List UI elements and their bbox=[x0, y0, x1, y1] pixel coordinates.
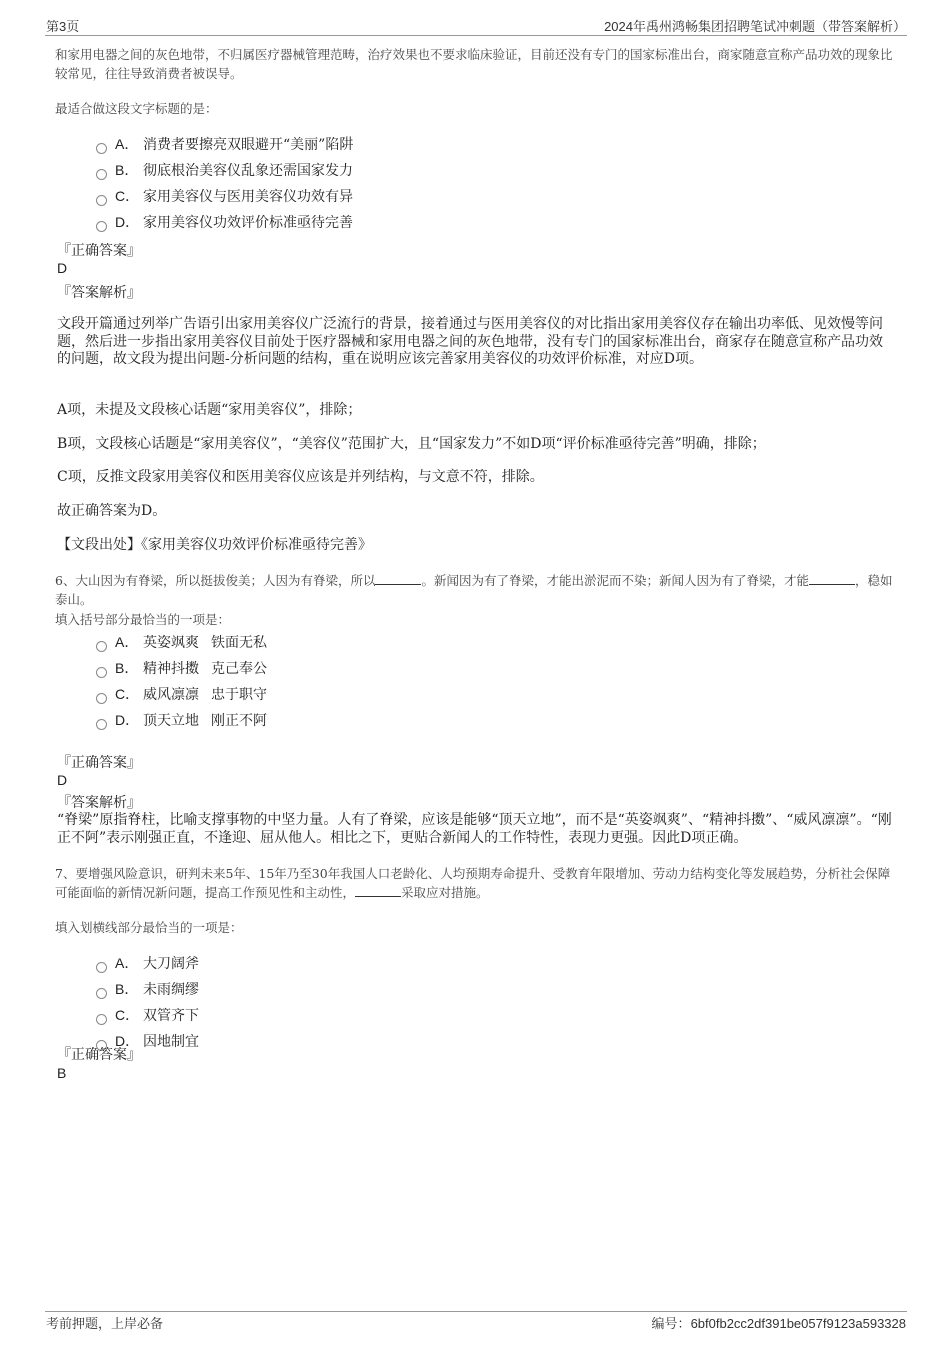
q6-option-b[interactable]: B． 精神抖擞 克己奉公 bbox=[96, 658, 267, 678]
q5-analysis: 文段开篇通过列举广告语引出家用美容仪广泛流行的背景，接着通过与医用美容仪的对比指出家用美容仪存在输出功率低、见效慢等问题，然后进一步指出家用美容仪目前处于医疗器械和家用电器之间的灰色地带，没有专门的国家标准出台，商家存在随意宣称产品功效的问题，故文段为提出问题-分析问题的结构，重在说明应该完善家用美容仪的功效评价标准，对应D项。 bbox=[57, 316, 883, 367]
q6-blank-1[interactable] bbox=[375, 572, 421, 585]
footer-divider bbox=[45, 1311, 907, 1312]
radio-icon[interactable] bbox=[96, 143, 107, 154]
q5-source: 【文段出处】《家用美容仪功效评价标准亟待完善》 bbox=[57, 537, 372, 553]
q6-option-c[interactable]: C． 威风凛凛 忠于职守 bbox=[96, 684, 267, 704]
q5-note-b: B项，文段核心话题是“家用美容仪”，“美容仪”范围扩大，且“国家发力”不如D项“评价标准亟待完善”明确，排除； bbox=[57, 436, 766, 452]
option-text: 彻底根治美容仪乱象还需国家发力 bbox=[143, 163, 353, 179]
q7-option-b[interactable]: B． 未雨绸缪 bbox=[96, 979, 199, 999]
option-text: 家用美容仪与医用美容仪功效有异 bbox=[143, 189, 353, 205]
q5-answer: D bbox=[57, 260, 68, 276]
footer-code bbox=[652, 1313, 906, 1332]
q5-analysis-label: 『答案解析』 bbox=[57, 285, 141, 301]
option-text: 家用美容仪功效评价标准亟待完善 bbox=[143, 215, 353, 231]
radio-icon[interactable] bbox=[96, 1014, 107, 1025]
radio-icon[interactable] bbox=[96, 641, 107, 652]
q5-passage: 和家用电器之间的灰色地带，不归属医疗器械管理范畴，治疗效果也不要求临床验证，目前还没有专门的国家标准出台，商家随意宣称产品功效的现象比较常见，往往导致消费者被误导。 bbox=[55, 47, 893, 81]
q6-option-a[interactable]: A． 英姿飒爽 铁面无私 bbox=[96, 632, 267, 652]
q6-analysis: “脊梁”原指脊柱，比喻支撑事物的中坚力量。人有了脊梁，应该是能够“顶天立地”，而不是“英姿飒爽”、“精神抖擞”、“威风凛凛”。“刚正不阿”表示刚强正直，不逢迎、屈从他人。相比之下，更贴合新闻人的工作特性，表现力更强。因此D项正确。 bbox=[57, 812, 892, 846]
radio-icon[interactable] bbox=[96, 719, 107, 730]
q7-answer: B bbox=[57, 1065, 67, 1081]
q5-note-a: A项，未提及文段核心话题“家用美容仪”，排除； bbox=[57, 402, 362, 418]
radio-icon[interactable] bbox=[96, 667, 107, 678]
radio-icon[interactable] bbox=[96, 693, 107, 704]
radio-icon[interactable] bbox=[96, 988, 107, 999]
q6-answer: D bbox=[57, 772, 68, 788]
q5-option-c[interactable]: C． 家用美容仪与医用美容仪功效有异 bbox=[96, 186, 353, 206]
q5-prompt: 最适合做这段文字标题的是： bbox=[55, 101, 218, 116]
document-title: 2024年禹州鸿畅集团招聘笔试冲刺题（带答案解析） bbox=[604, 19, 906, 34]
q5-option-d[interactable]: D． 家用美容仪功效评价标准亟待完善 bbox=[96, 212, 353, 232]
q5-note-c: C项，反推文段家用美容仪和医用美容仪应该是并列结构，与文意不符，排除。 bbox=[57, 469, 544, 485]
q5-option-a[interactable]: A． 消费者要擦亮双眼避开“美丽”陷阱 bbox=[96, 134, 353, 154]
q5-conclusion: 故正确答案为D。 bbox=[57, 503, 167, 519]
q6-prompt: 填入括号部分最恰当的一项是： bbox=[55, 612, 231, 627]
radio-icon[interactable] bbox=[96, 221, 107, 232]
q7-option-c[interactable]: C． 双管齐下 bbox=[96, 1005, 199, 1025]
option-text: 消费者要擦亮双眼避开“美丽”陷阱 bbox=[143, 137, 354, 153]
q6-answer-label: 『正确答案』 bbox=[57, 755, 141, 771]
q6-option-d[interactable]: D． 顶天立地 刚正不阿 bbox=[96, 710, 267, 730]
header-divider bbox=[45, 35, 907, 36]
radio-icon[interactable] bbox=[96, 195, 107, 206]
q7-option-a[interactable]: A． 大刀阔斧 bbox=[96, 953, 199, 973]
q7-stem: 7、要增强风险意识，研判未来5年、15年乃至30年我国人口老龄化、人均预期寿命提升、受教育年限增加、劳动力结构变化等发展趋势，分析社会保障可能面临的新情况新问题，提高工作预见性和主动性， 采取应对措施。 bbox=[55, 866, 891, 900]
q7-prompt: 填入划横线部分最恰当的一项是： bbox=[55, 920, 243, 935]
q5-answer-label: 『正确答案』 bbox=[57, 243, 141, 259]
footer-slogan: 考前押题，上岸必备 bbox=[46, 1316, 164, 1331]
page-number: 第3页 bbox=[46, 19, 80, 34]
radio-icon[interactable] bbox=[96, 169, 107, 180]
q7-option-d[interactable]: D． 因地制宜 bbox=[96, 1031, 199, 1051]
q6-analysis-label: 『答案解析』 bbox=[57, 795, 141, 811]
footer-code-value: 6bf0fb2cc2df391be057f9123a593328 bbox=[690, 1316, 906, 1331]
q7-answer-label: 『正确答案』 bbox=[57, 1047, 141, 1063]
footer-code-label: 编号： bbox=[651, 1316, 691, 1331]
q7-blank[interactable] bbox=[355, 884, 401, 897]
q5-option-b[interactable]: B． 彻底根治美容仪乱象还需国家发力 bbox=[96, 160, 353, 180]
q6-stem: 6、大山因为有脊梁，所以挺拔俊美；人因为有脊梁，所以 。新闻因为有了脊梁，才能出淤泥而不染；新闻人因为有了脊梁，才能 ，稳如泰山。 bbox=[55, 573, 893, 607]
radio-icon[interactable] bbox=[96, 962, 107, 973]
q6-blank-2[interactable] bbox=[809, 572, 855, 585]
